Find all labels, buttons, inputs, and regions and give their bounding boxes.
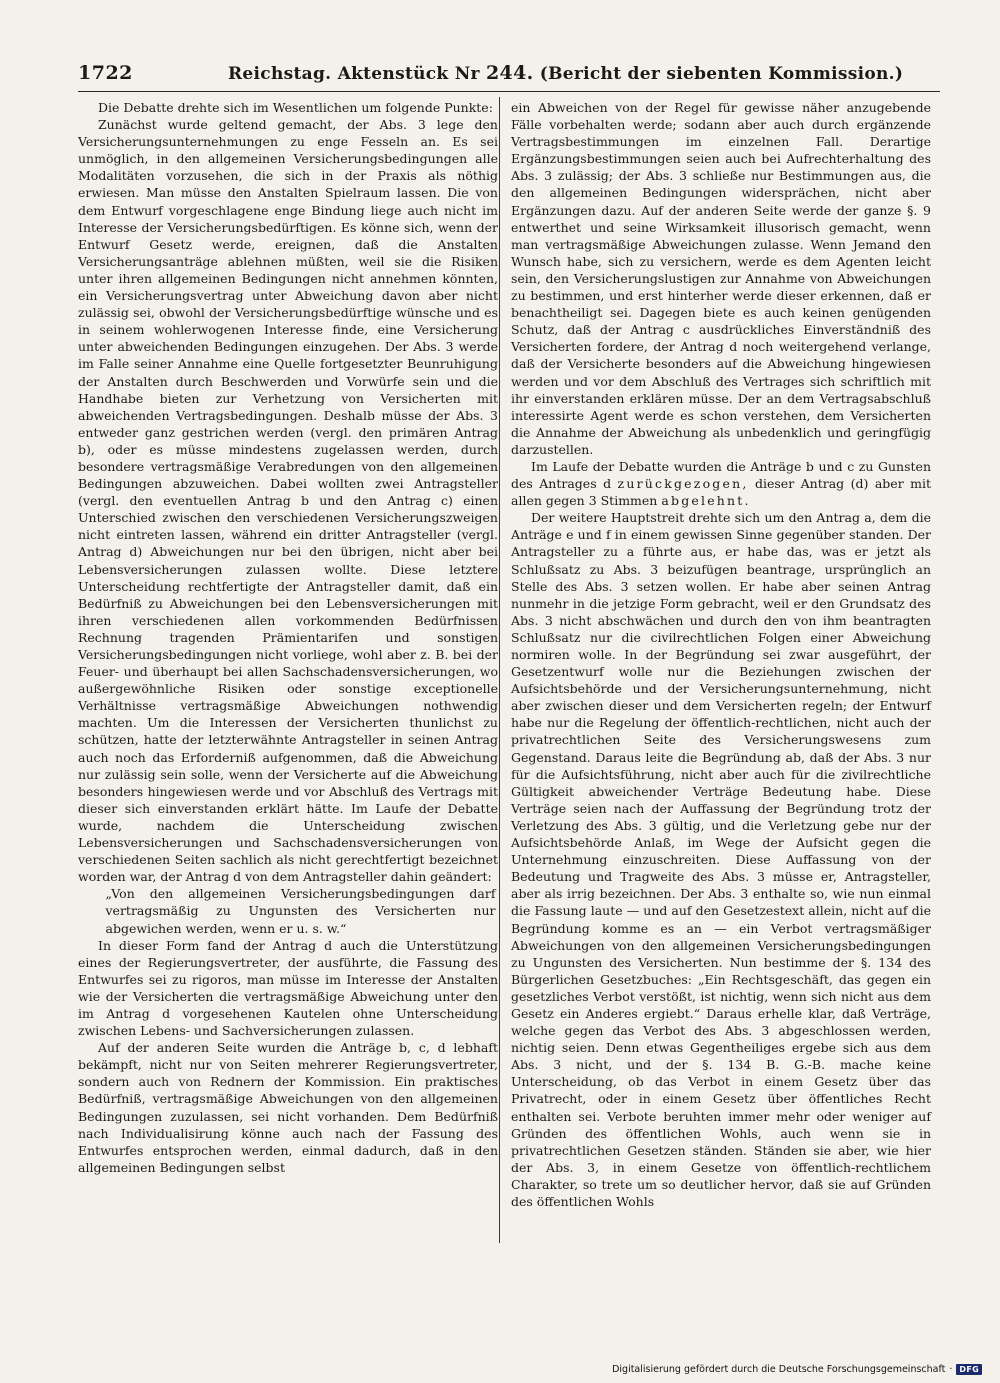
paragraph: Zunächst wurde geltend gemacht, der Abs. 3 lege den Versicherungsunternehmungen zu enge Fesseln an. Es sei unmöglich, in den allgemeinen Versicherungsbedingungen alle Modalitäten vorzusehen, die sich in der Praxis als nöthig erwiesen. Man müsse den Anstalten Spielraum lassen. Die von dem Entwurf vorgeschlagene enge Bindung liege auch nicht im Interesse der Versicherungsbedürftigen. Es könne sich, wenn der Entwurf Gesetz werde, ereignen, daß die Anstalten Versicherungsanträge ablehnen müßten, weil sie die Risiken unter ihren allgemeinen Bedingungen nicht annehmen könnten, ein Versicherungsvertrag unter Abweichung davon aber nicht zulässig sei, obwohl der Versicherungsbedürftige wünsche und es in seinem wohlerwogenen Interesse finde, eine Versicherung unter abweichenden Bedingungen einzugehen. Der Abs. 3 werde im Falle seiner Annahme eine Quelle fortgesetzter Beunruhigung der Anstalten durch Beschwerden und Vorwürfe sein und die Handhabe bieten zur Verhetzung von Versicherten mit abweichenden Vertragsbedingungen. Deshalb müsse der Abs. 3 entweder ganz gestrichen werden (vergl. den primären Antrag b), oder es müsse mindestens zugelassen werden, durch besondere vertragsmäßige Verabredungen von den allgemeinen Bedingungen abzuweichen. Dabei wollten zwei Antragsteller (vergl. den eventuellen Antrag b und den Antrag c) einen Unterschied zwischen den verschiedenen Versicherungszweigen nicht eintreten lassen, während ein dritter Antragsteller (vergl. Antrag d) Abweichungen nur bei den übrigen, nicht aber bei Lebensversicherungen zulassen wollte. Diese letztere Unterscheidung rechtfertigte der Antragsteller damit, daß ein Bedürfniß zu Abweichungen bei den Lebensversicherungen mit ihren verschiedenen allen vorkommenden Bedürfnissen Rechnung tragenden Prämientarifen und sonstigen Versicherungsbedingungen nicht vorliege, wohl aber z. B. bei der Feuer- und überhaupt bei allen Sachschadensversicherungen, wo außergewöhnliche Risiken oder sonstige exceptionelle Verhältnisse vertragsmäßige Abweichungen nothwendig machten. Um die Interessen der Versicherten thunlichst zu schützen, hatte der letzterwähnte Antragsteller in seinen Antrag auch noch das Erforderniß aufgenommen, daß die Abweichung nur zulässig sein solle, wenn der Versicherte auf die Abweichung besonders hingewiesen werde und vor Abschluß des Vertrags mit dieser sich einverstanden erklärt hätte. Im Laufe der Debatte wurde, nachdem die Unterscheidung zwischen Lebensversicherungen und Sachschadensversicherungen von verschiedenen Seiten sachlich als nicht gerechtfertigt bezeichnet worden war, der Antrag d von dem Antragsteller dahin geändert:: [78, 117, 498, 885]
page-number: 1722: [78, 62, 133, 84]
footer-separator: ·: [949, 1364, 953, 1375]
block-quote: „Von den allgemeinen Versicherungsbedingungen darf vertragsmäßig zu Ungunsten des Versicherten nur abgewichen werden, wenn er u. s. w.“: [105, 886, 496, 936]
paragraph: Auf der anderen Seite wurden die Anträge b, c, d lebhaft bekämpft, nicht nur von Seiten mehrerer Regierungsvertreter, sondern auch von Rednern der Kommission. Ein praktisches Bedürfniß, vertragsmäßige Abweichungen von den allgemeinen Bedingungen zuzulassen, sei nicht vorhanden. Dem Bedürfniß nach Individualisirung könne auch nach der Fassung des Entwurfes entsprochen werden, einmal dadurch, daß in den allgemeinen Bedingungen selbst: [78, 1040, 498, 1175]
running-title: [228, 62, 940, 84]
paragraph: Der weitere Hauptstreit drehte sich um den Antrag a, dem die Anträge e und f in einem gewissen Sinne gegenüber standen. Der Antragsteller zu a führte aus, er habe das, was er jetzt als Schlußsatz zu Abs. 3 beizufügen beantrage, ursprünglich an Stelle des Abs. 3 setzen wollen. Er habe aber seinen Antrag nunmehr in die jetzige Form gebracht, weil er den Grundsatz des Abs. 3 nicht abschwächen und durch den von ihm beantragten Schlußsatz nur die civilrechtlichen Folgen einer Abweichung normiren wolle. In der Begründung sei zwar ausgeführt, der Gesetzentwurf wolle nur die Beziehungen zwischen der Aufsichtsbehörde und der Versicherungsunternehmung, nicht aber zwischen dieser und dem Versicherten regeln; der Entwurf habe nur die Regelung der öffentlich-rechtlichen, nicht auch der privatrechtlichen Seite des Versicherungswesens zum Gegenstand. Daraus leite die Begründung ab, daß der Abs. 3 nur für die Aufsichtsführung, nicht aber auch für die zivilrechtliche Gültigkeit abweichender Verträge Bedeutung habe. Diese Verträge seien nach der Auffassung der Begründung trotz der Verletzung des Abs. 3 gültig, und die Verletzung gebe nur der Aufsichtsbehörde Anlaß, im Wege der Aufsicht gegen die Unternehmung einzuschreiten. Diese Auffassung von der Bedeutung und Tragweite des Abs. 3 müsse er, Antragsteller, aber als irrig bezeichnen. Der Abs. 3 enthalte so, wie nun einmal die Fassung laute — und auf den Gesetzestext allein, nicht auf die Begründung komme es an — ein Verbot vertragsmäßiger Abweichungen von den allgemeinen Versicherungsbedingungen zu Ungunsten des Versicherten. Nun bestimme der §. 134 des Bürgerlichen Gesetzbuches: „Ein Rechtsgeschäft, das gegen ein gesetzliches Verbot verstößt, ist nichtig, wenn sich nicht aus dem Gesetz ein Anderes ergiebt.“ Daraus erhelle klar, daß Verträge, welche gegen das Verbot des Abs. 3 abgeschlossen werden, nichtig seien. Denn etwas Gegentheiliges ergebe sich aus dem Abs. 3 nicht, und der §. 134 B. G.-B. mache keine Unterscheidung, ob das Verbot in einem Gesetz über das Privatrecht, oder in einem Gesetz über öffentliches Recht enthalten sei. Verbote beruhten immer mehr oder weniger auf Gründen des öffentlichen Wohls, auch wenn sie in privatrechtlichen Gesetzen ständen. Ständen sie aber, wie hier der Abs. 3, in einem Gesetze von öffentlich-rechtlichem Charakter, so trete um so deutlicher hervor, daß sie auf Gründen des öffentlichen Wohls: [511, 510, 931, 1209]
spaced-emphasis: abgelehnt.: [661, 493, 751, 509]
running-title-number: 244.: [486, 62, 534, 84]
paragraph-text: dieser Antrag (d) aber mit allen gegen 3 Stimmen: [511, 476, 931, 509]
paragraph: Die Debatte drehte sich im Wesentlichen um folgende Punkte:: [98, 100, 493, 115]
footer-credit: Digitalisierung gefördert durch die Deutsche Forschungsgemeinschaft: [612, 1364, 946, 1375]
paragraph-text: Im Laufe der Debatte wurden die Anträge b und c zu Gunsten des Antrages d: [511, 458, 931, 492]
paragraph: ein Abweichen von der Regel für gewisse näher anzugebende Fälle vorbehalten werde; sodann aber auch durch ergänzende Vertragsbestimmungen im einzelnen Fall. Derartige Ergänzungsbestimmungen seien auch bei Aufrechterhaltung des Abs. 3 zulässig; der Abs. 3 schließe nur Bestimmungen aus, die den allgemeinen Bedingungen widersprächen, nicht aber Ergänzungen dazu. Auf der anderen Seite werde der ganze §. 9 entwerthet und seine Wirksamkeit illusorisch gemacht, wenn man vertragsmäßige Abweichungen zulasse. Wenn Jemand den Wunsch habe, sich zu versichern, werde es dem Agenten leicht sein, den Versicherungslustigen zur Annahme von Abweichungen zu bestimmen, und erst hinterher werde dieser erkennen, daß er benachtheiligt sei. Dagegen biete es auch keinen genügenden Schutz, daß der Antrag c ausdrückliches Einverständniß des Versicherten fordere, der Antrag d noch weitergehend verlange, daß der Versicherte besonders auf die Abweichung hingewiesen werden und vor dem Abschluß des Vertrages sich schriftlich mit ihr einverstanden erklären müsse. Der an dem Vertragsabschluß interessirte Agent werde es schon verstehen, dem Versicherten die Annahme der Abweichung als unbedenklich und geringfügig darzustellen.: [511, 100, 931, 457]
header-rule: [78, 91, 940, 92]
running-title-post: (Bericht der siebenten Kommission.): [539, 64, 904, 84]
paragraph: In dieser Form fand der Antrag d auch die Unterstützung eines der Regierungsvertreter, der ausführte, die Fassung des Entwurfes sei zu rigoros, man müsse im Interesse der Anstalten wie der Versicherten die vertragsmäßige Abweichung unter den im Antrag d vorgesehenen Kautelen ohne Unterscheidung zwischen Lebens- und Sachversicherungen zulassen.: [78, 937, 498, 1039]
dfg-logo-icon: DFG: [956, 1364, 982, 1375]
paragraph: [511, 458, 931, 509]
spaced-emphasis: zurückgezogen,: [617, 476, 749, 492]
page-header: [78, 60, 940, 90]
right-column: [511, 99, 931, 1210]
column-divider: [499, 97, 500, 1243]
digitization-footer: [612, 1364, 982, 1375]
running-title-pre: Reichstag. Aktenstück Nr: [228, 64, 480, 84]
left-column: [78, 99, 498, 1176]
